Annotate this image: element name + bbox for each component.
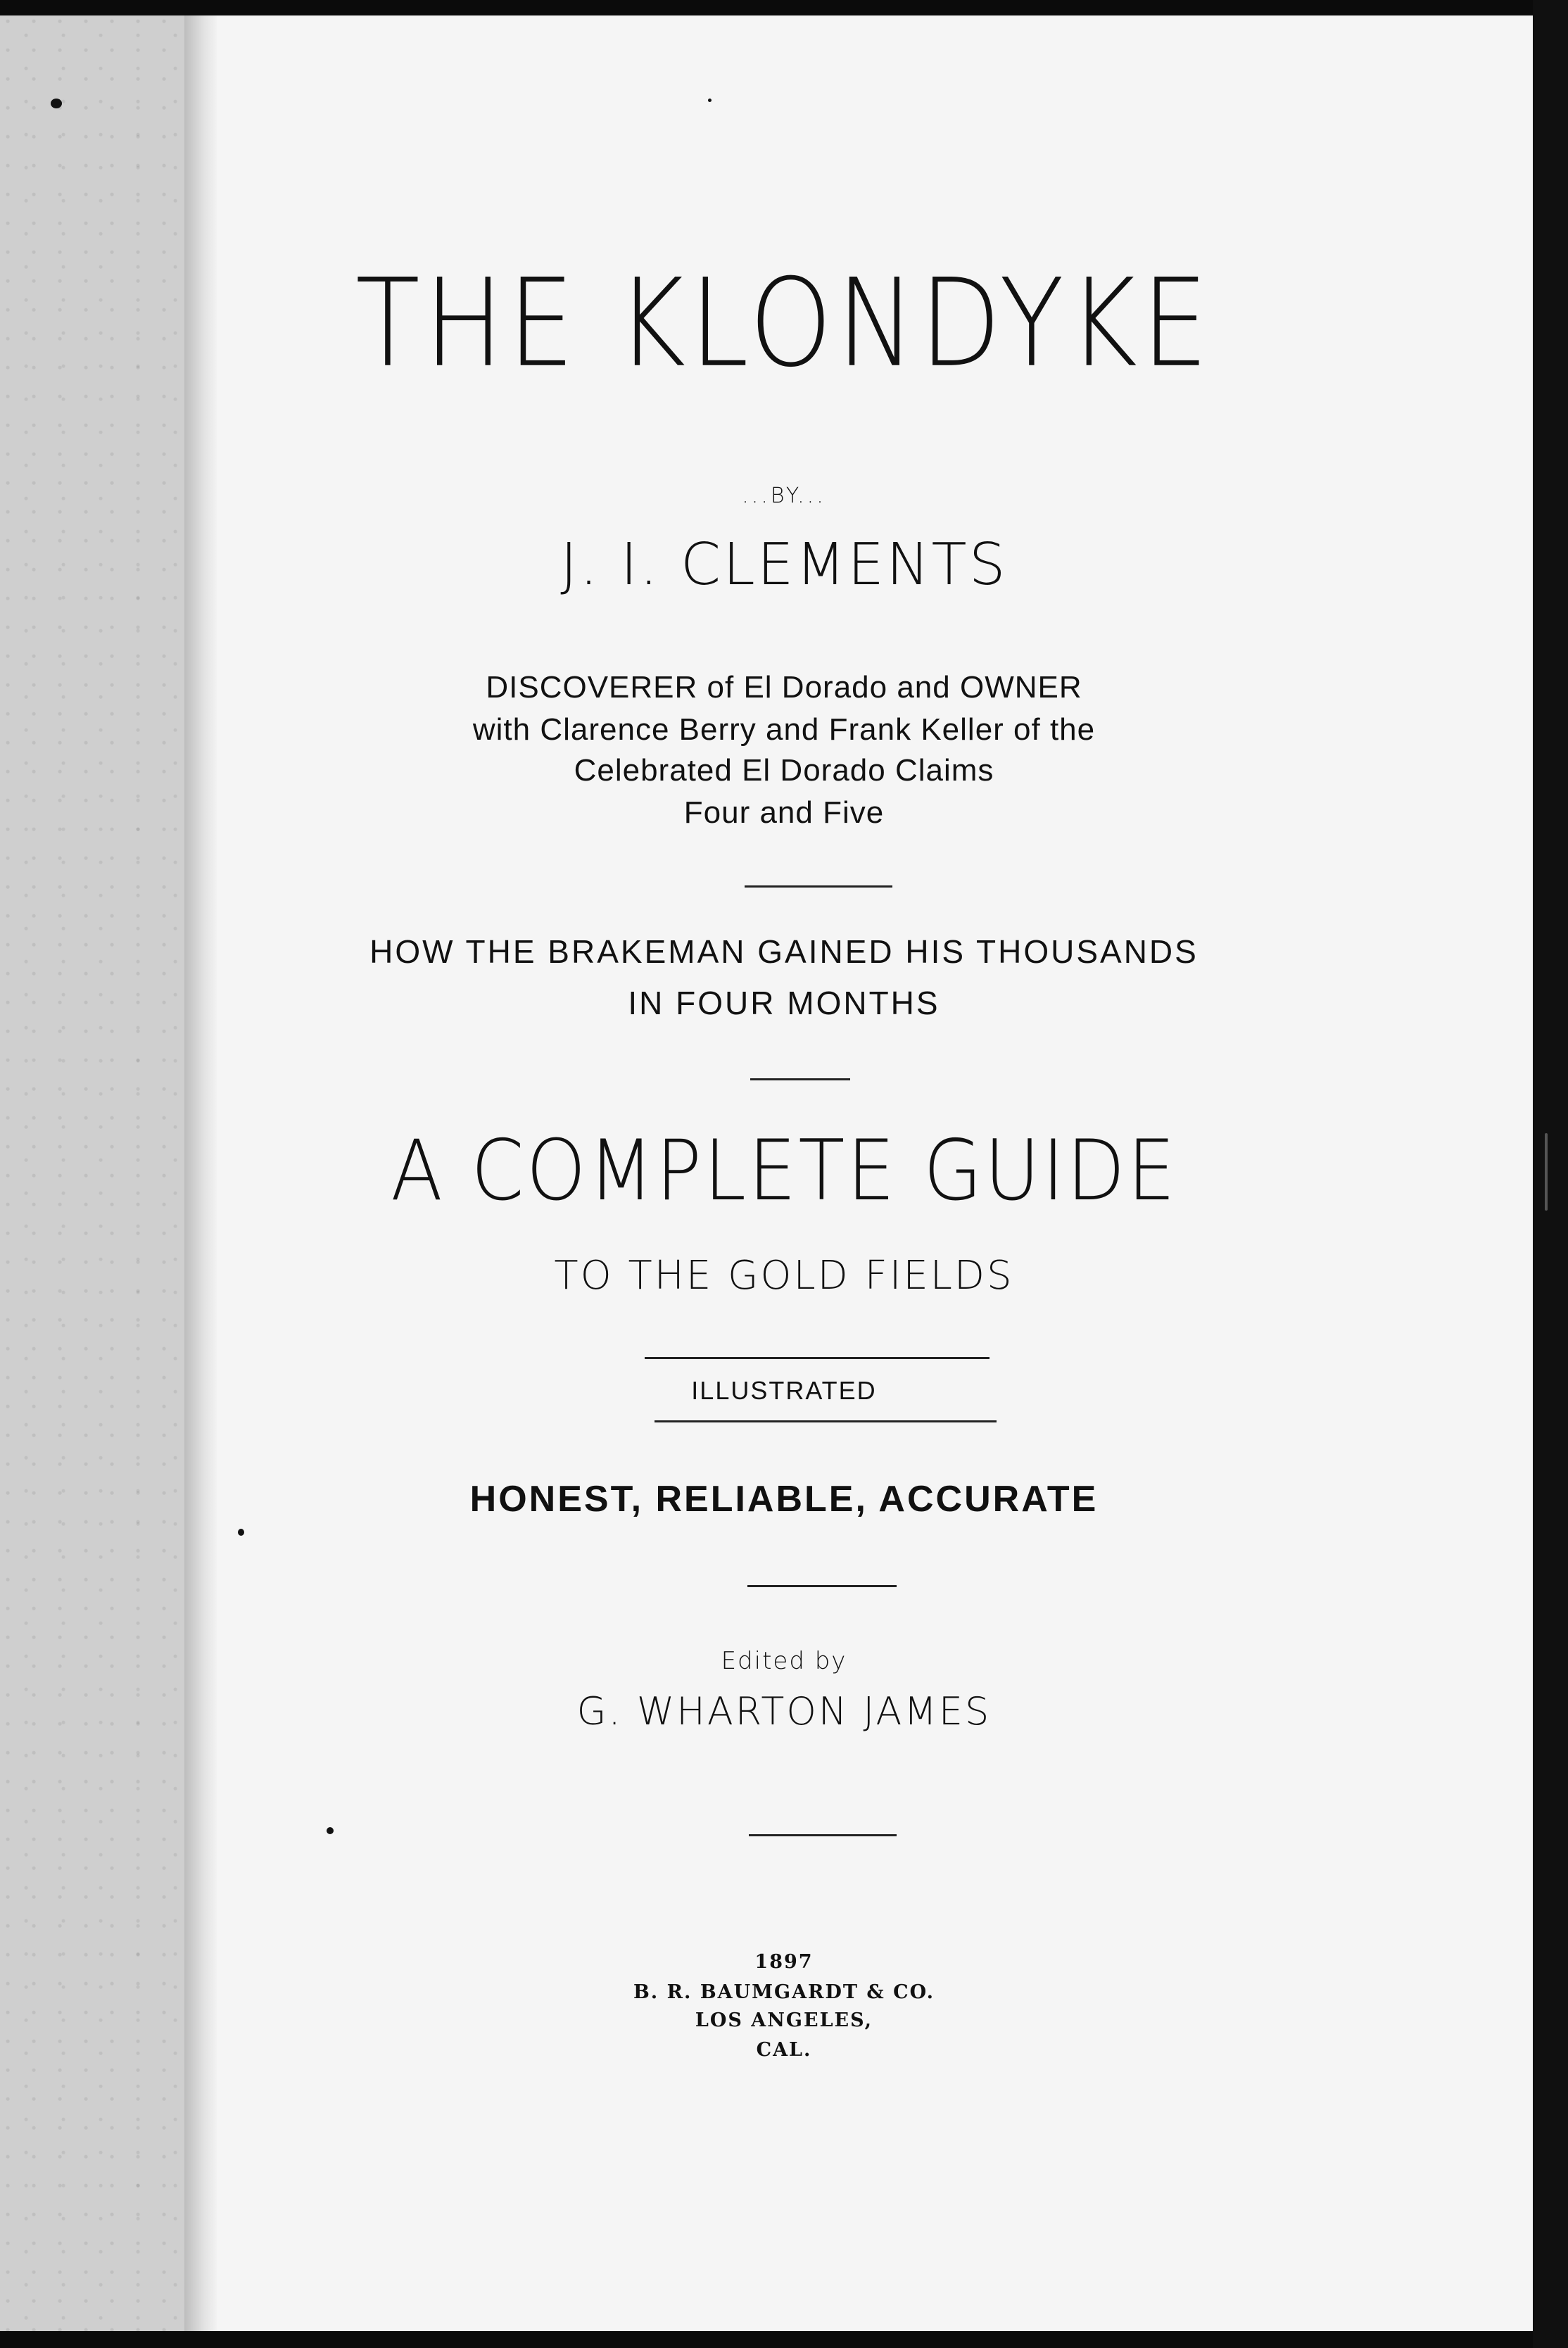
edited-by-label: Edited by xyxy=(721,1647,847,1675)
divider-rule xyxy=(645,1357,990,1359)
divider-rule xyxy=(655,1420,997,1422)
ink-speck xyxy=(238,1529,244,1536)
author-description-line: Four and Five xyxy=(683,795,885,830)
ink-speck xyxy=(51,99,62,108)
imprint-publisher: B. R. BAUMGARDT & CO. xyxy=(633,1981,935,2003)
imprint-year: 1897 xyxy=(754,1951,814,1973)
imprint-city: LOS ANGELES, xyxy=(695,2009,873,2031)
ink-speck xyxy=(327,1827,334,1834)
divider-rule xyxy=(750,1078,850,1080)
author-description-line: DISCOVERER of El Dorado and OWNER xyxy=(486,670,1082,705)
divider-rule xyxy=(745,885,892,888)
qualities-line: HONEST, RELIABLE, ACCURATE xyxy=(469,1479,1099,1520)
imprint-state: CAL. xyxy=(756,2039,812,2061)
tagline-line: IN FOUR MONTHS xyxy=(628,985,940,1021)
tagline-line: HOW THE BRAKEMAN GAINED HIS THOUSANDS xyxy=(369,933,1199,970)
author-description-line: Celebrated El Dorado Claims xyxy=(574,753,994,788)
byline: ...BY... xyxy=(742,484,826,508)
divider-rule xyxy=(747,1585,897,1587)
guide-title: A COMPLETE GUIDE xyxy=(391,1123,1177,1220)
editor-name: G. WHARTON JAMES xyxy=(576,1689,992,1734)
ink-speck xyxy=(708,99,712,102)
book-title: THE KLONDYKE xyxy=(355,253,1213,395)
illustrated-label: ILLUSTRATED xyxy=(691,1376,877,1405)
author-description-line: with Clarence Berry and Frank Keller of the xyxy=(472,712,1096,747)
guide-subtitle: TO THE GOLD FIELDS xyxy=(554,1253,1014,1299)
divider-rule xyxy=(749,1834,897,1836)
author-name: J. I. CLEMENTS xyxy=(560,531,1008,598)
